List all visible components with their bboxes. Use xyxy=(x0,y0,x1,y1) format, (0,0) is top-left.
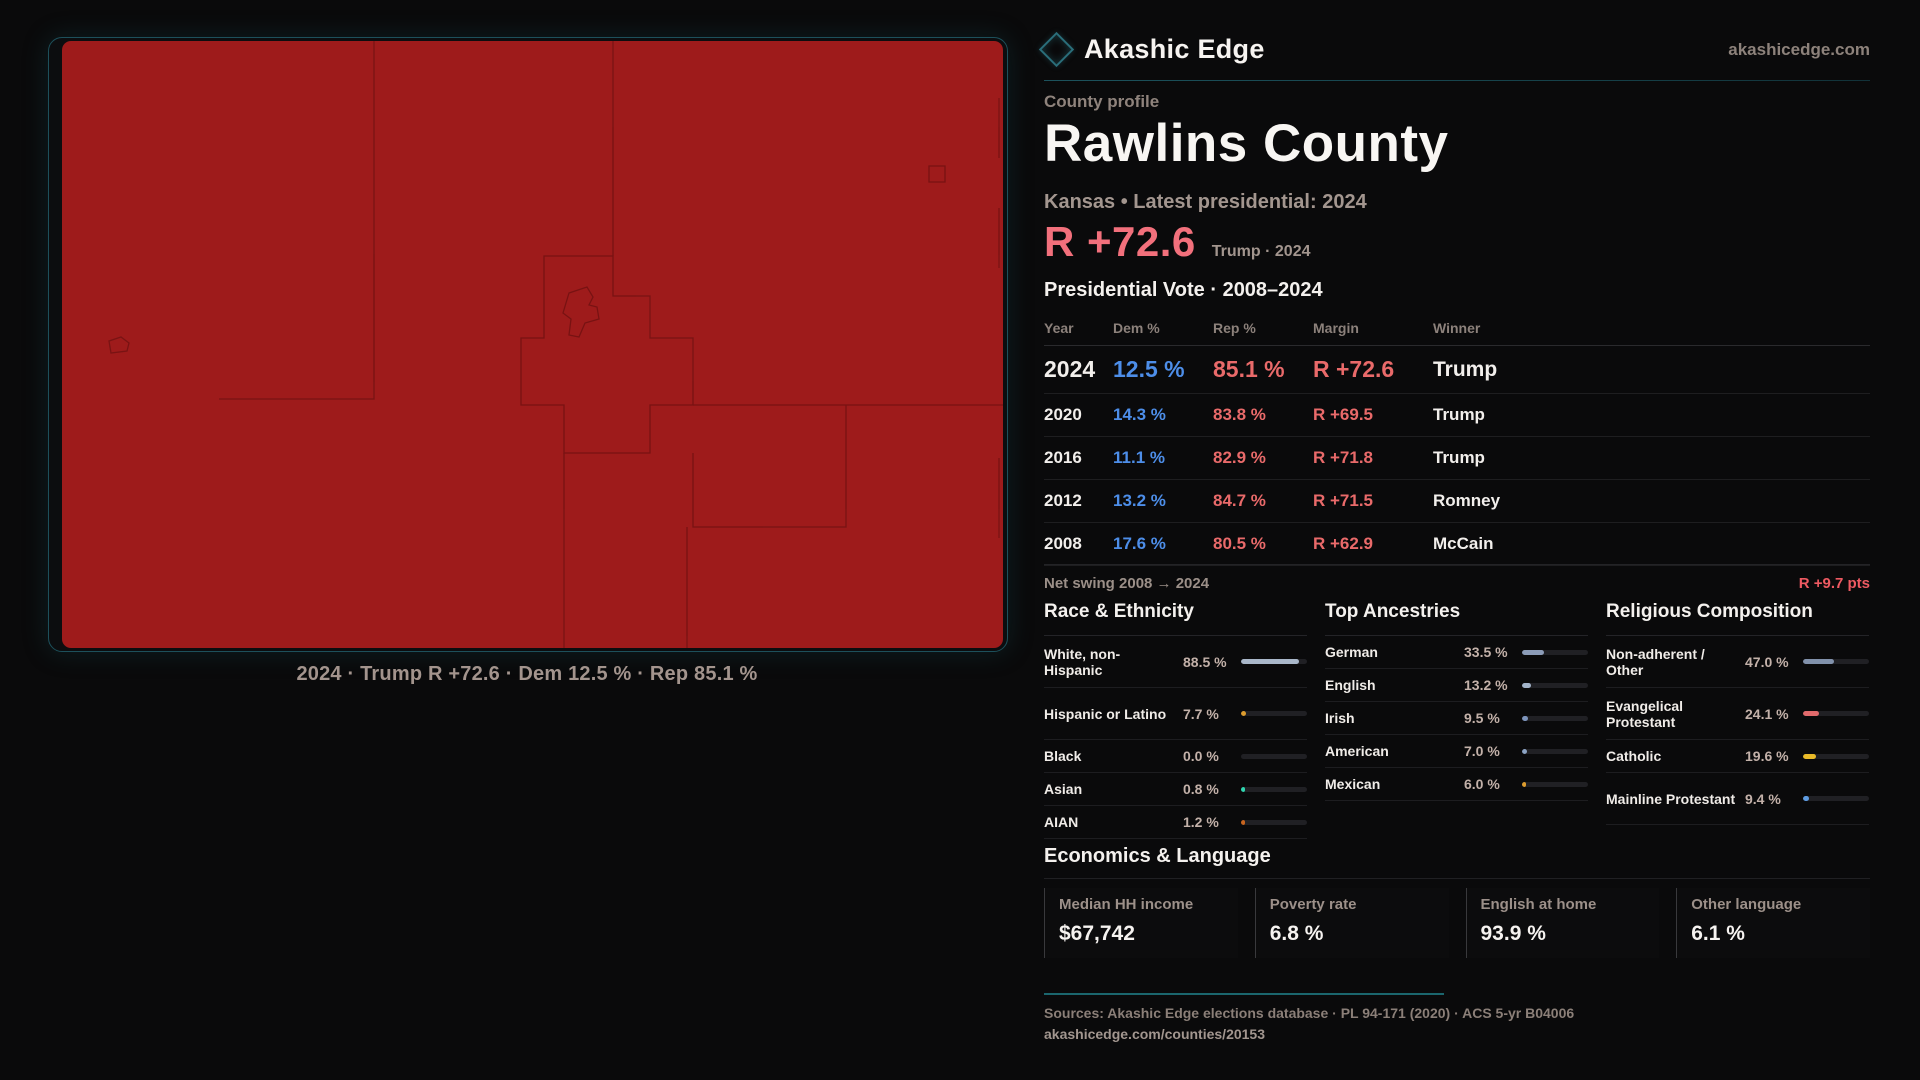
stat-row xyxy=(1044,740,1307,773)
stat-card xyxy=(1676,888,1870,958)
stat-bar xyxy=(1522,683,1588,688)
stat-card-label: English at home xyxy=(1480,896,1597,913)
stat-label: American xyxy=(1325,743,1389,759)
cell-rep: 80.5 % xyxy=(1213,534,1266,553)
stat-card-value: $67,742 xyxy=(1059,922,1135,945)
table-row xyxy=(1044,480,1870,523)
stat-row xyxy=(1044,688,1307,740)
footer-permalink[interactable]: akashicedge.com/counties/20153 xyxy=(1044,1026,1265,1042)
cell-dem: 14.3 % xyxy=(1113,405,1166,424)
stat-card xyxy=(1044,888,1238,958)
page-subtitle: Kansas • Latest presidential: 2024 xyxy=(1044,191,1367,213)
stat-value: 19.6 % xyxy=(1745,748,1789,764)
table-row xyxy=(1044,523,1870,566)
presidential-vote-section xyxy=(1044,279,1870,566)
brand-name: Akashic Edge xyxy=(1084,34,1265,64)
cell-year: 2016 xyxy=(1044,448,1082,467)
county-shape xyxy=(62,41,1003,648)
stat-value: 24.1 % xyxy=(1745,705,1789,722)
stat-label: Irish xyxy=(1325,710,1355,726)
stat-row xyxy=(1044,773,1307,806)
stat-card-label: Poverty rate xyxy=(1269,896,1357,913)
headline-margin-note: Trump · 2024 xyxy=(1211,243,1311,260)
cell-year: 2012 xyxy=(1044,491,1082,510)
cell-winner: McCain xyxy=(1433,534,1494,553)
economics-divider xyxy=(1044,878,1870,879)
net-swing-value: R +9.7 pts xyxy=(1798,575,1870,592)
stat-row xyxy=(1325,702,1588,735)
cell-winner: Trump xyxy=(1433,357,1498,381)
top-ancestries-column xyxy=(1325,601,1588,839)
stat-label: English xyxy=(1325,677,1376,693)
stat-row xyxy=(1606,688,1869,740)
cell-year: 2020 xyxy=(1044,405,1082,424)
economics-cards xyxy=(1044,888,1870,958)
stat-value: 9.5 % xyxy=(1464,710,1500,726)
column-title: Religious Composition xyxy=(1606,601,1869,636)
stat-value: 33.5 % xyxy=(1464,644,1508,660)
brand-diamond-icon xyxy=(1039,32,1074,67)
vote-section-title: Presidential Vote · 2008–2024 xyxy=(1044,279,1323,301)
cell-rep: 84.7 % xyxy=(1213,491,1266,510)
stat-card-value: 6.8 % xyxy=(1269,922,1324,945)
stat-value: 9.4 % xyxy=(1745,790,1781,807)
stat-bar xyxy=(1522,716,1588,721)
stat-row xyxy=(1044,806,1307,839)
economics-section-title: Economics & Language xyxy=(1044,845,1271,867)
col-header-rep: Rep % xyxy=(1213,320,1256,336)
cell-rep: 83.8 % xyxy=(1213,405,1266,424)
page-title: Rawlins County xyxy=(1044,114,1449,173)
cell-margin: R +62.9 xyxy=(1313,534,1374,553)
stat-label: AIAN xyxy=(1044,814,1079,830)
stat-bar xyxy=(1522,782,1588,787)
stat-value: 13.2 % xyxy=(1464,677,1508,693)
stat-row xyxy=(1606,773,1869,825)
stat-row xyxy=(1606,740,1869,773)
stat-label: Non-adherent / Other xyxy=(1606,645,1705,678)
column-title: Race & Ethnicity xyxy=(1044,601,1307,636)
col-header-winner: Winner xyxy=(1433,320,1481,336)
headline-margin xyxy=(1044,218,1310,266)
column-title: Top Ancestries xyxy=(1325,601,1588,636)
stat-row xyxy=(1044,636,1307,688)
cell-dem: 13.2 % xyxy=(1113,491,1166,510)
footer-divider xyxy=(1044,993,1444,995)
cell-dem: 11.1 % xyxy=(1113,448,1165,467)
site-url-link[interactable]: akashicedge.com xyxy=(1728,39,1870,59)
col-header-dem: Dem % xyxy=(1113,320,1160,336)
map-caption: 2024 · Trump R +72.6 · Dem 12.5 % · Rep 85.1 % xyxy=(296,663,758,685)
net-swing-row xyxy=(1044,564,1870,592)
stat-bar xyxy=(1241,754,1307,759)
cell-margin: R +71.5 xyxy=(1313,491,1374,510)
stat-label: Evangelical Protestant xyxy=(1606,697,1684,730)
stat-value: 7.0 % xyxy=(1464,743,1500,759)
religious-composition-column xyxy=(1606,601,1869,839)
stat-row xyxy=(1606,636,1869,688)
stat-label: German xyxy=(1325,644,1378,660)
stat-row xyxy=(1325,669,1588,702)
stat-bar xyxy=(1803,796,1869,801)
county-map-card[interactable] xyxy=(48,37,1008,652)
stat-row xyxy=(1325,636,1588,669)
cell-year: 2008 xyxy=(1044,534,1082,553)
cell-year: 2024 xyxy=(1044,356,1096,382)
stat-card-label: Median HH income xyxy=(1059,896,1194,913)
demographics-columns xyxy=(1044,601,1870,839)
stat-card xyxy=(1255,888,1449,958)
stat-row xyxy=(1325,768,1588,801)
kicker-label: County profile xyxy=(1044,92,1160,111)
col-header-year: Year xyxy=(1044,320,1074,336)
cell-winner: Trump xyxy=(1433,448,1485,467)
stat-value: 7.7 % xyxy=(1183,705,1219,722)
stat-card-label: Other language xyxy=(1691,896,1802,913)
cell-winner: Romney xyxy=(1433,491,1501,510)
stat-value: 0.8 % xyxy=(1183,781,1219,797)
stat-value: 1.2 % xyxy=(1183,814,1219,830)
stat-bar xyxy=(1803,659,1869,664)
table-row xyxy=(1044,346,1870,394)
stat-bar xyxy=(1241,820,1307,825)
stat-bar xyxy=(1803,754,1869,759)
stat-label: White, non-Hispanic xyxy=(1044,645,1121,678)
footer-sources: Sources: Akashic Edge elections database · PL 94-171 (2020) · ACS 5-yr B04006 xyxy=(1044,1005,1575,1021)
stat-value: 88.5 % xyxy=(1183,653,1227,670)
vote-table-header xyxy=(1044,320,1870,346)
stat-label: Mexican xyxy=(1325,776,1381,792)
col-header-margin: Margin xyxy=(1313,320,1359,336)
header-divider xyxy=(1044,80,1870,81)
cell-dem: 17.6 % xyxy=(1113,534,1166,553)
race-ethnicity-column xyxy=(1044,601,1307,839)
cell-margin: R +71.8 xyxy=(1313,448,1374,467)
table-row xyxy=(1044,394,1870,437)
stat-label: Mainline Protestant xyxy=(1606,790,1736,807)
stat-value: 6.0 % xyxy=(1464,776,1500,792)
cell-rep: 82.9 % xyxy=(1213,448,1266,467)
cell-dem: 12.5 % xyxy=(1113,356,1185,382)
cell-margin: R +72.6 xyxy=(1313,356,1395,382)
county-map[interactable] xyxy=(49,38,1007,651)
county-profile-panel xyxy=(1044,0,1870,1080)
stat-value: 47.0 % xyxy=(1745,653,1789,670)
stat-label: Hispanic or Latino xyxy=(1044,705,1167,722)
stat-bar xyxy=(1241,711,1307,716)
stat-bar xyxy=(1241,787,1307,792)
stat-row xyxy=(1325,735,1588,768)
stat-bar xyxy=(1522,650,1588,655)
stat-value: 0.0 % xyxy=(1183,748,1219,764)
stat-label: Catholic xyxy=(1606,748,1662,764)
stat-bar xyxy=(1522,749,1588,754)
net-swing-label: Net swing 2008 → 2024 xyxy=(1044,575,1210,592)
cell-margin: R +69.5 xyxy=(1313,405,1374,424)
stat-card-value: 6.1 % xyxy=(1691,922,1745,945)
site-header xyxy=(1044,34,1870,65)
cell-winner: Trump xyxy=(1433,405,1485,424)
stat-bar xyxy=(1803,711,1869,716)
cell-rep: 85.1 % xyxy=(1213,356,1285,382)
stat-bar xyxy=(1241,659,1307,664)
stat-card-value: 93.9 % xyxy=(1480,922,1546,945)
stat-card xyxy=(1466,888,1660,958)
stat-label: Asian xyxy=(1044,781,1083,797)
stat-label: Black xyxy=(1044,748,1082,764)
table-row xyxy=(1044,437,1870,480)
headline-margin-value: R +72.6 xyxy=(1044,218,1196,265)
